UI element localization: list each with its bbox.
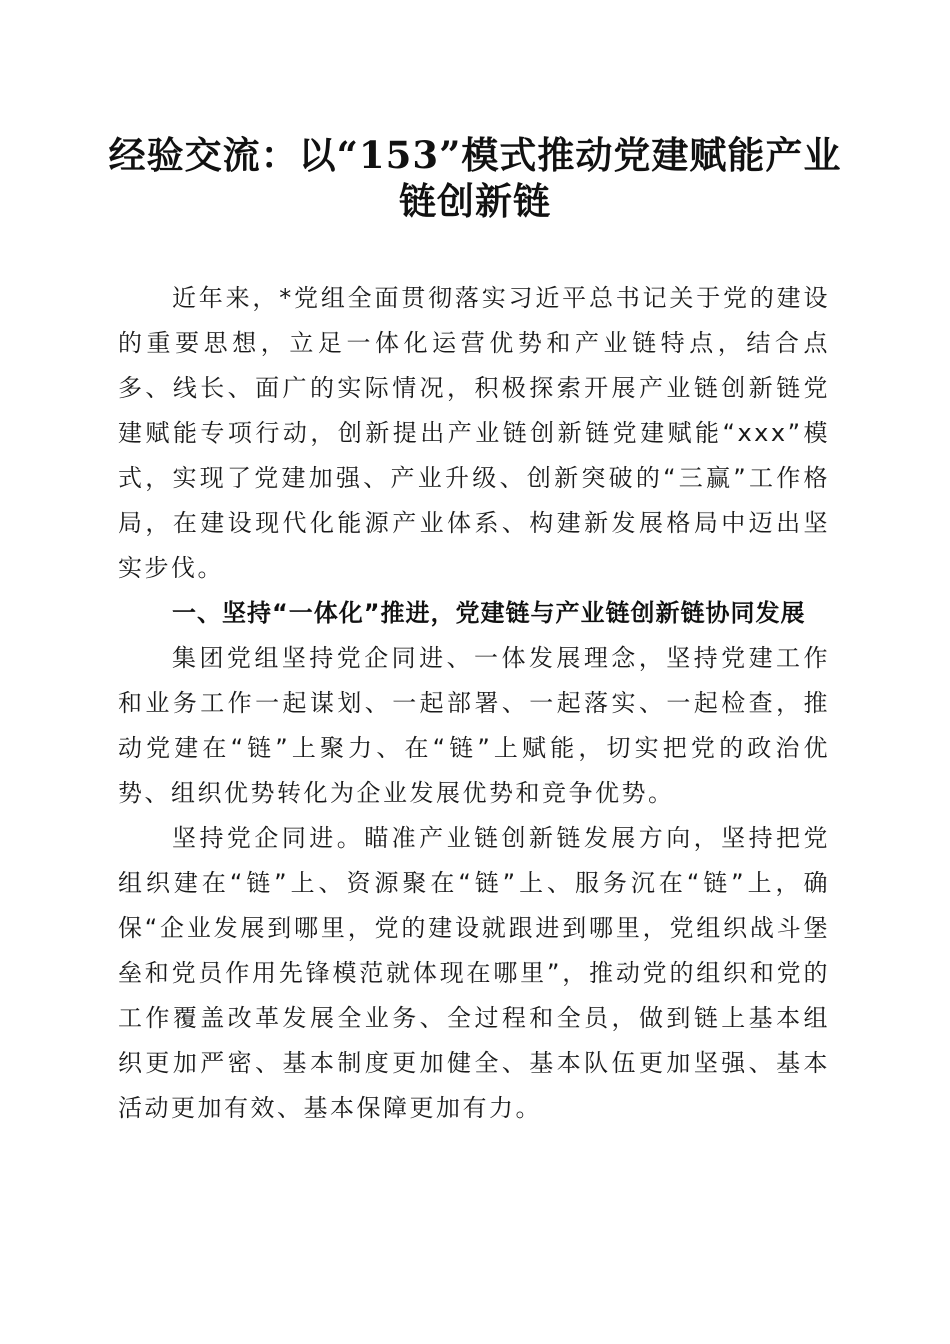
title-line-2: 链创新链: [399, 179, 551, 223]
intro-paragraph: 近年来，*党组全面贯彻落实习近平总书记关于党的建设的重要思想，立足一体化运营优势和产业链特点，结合点多、线长、面广的实际情况，积极探索开展产业链创新链党建赋能专项行动，创新提出产业链创新链党建赋能“xxx”模式，实现了党建加强、产业升级、创新突破的“三赢”工作格局，在建设现代化能源产业体系、构建新发展格局中迈出坚实步伐。: [118, 284, 830, 582]
document-title: [100, 132, 850, 224]
section-heading-1: 一、坚持“一体化”推进，党建链与产业链创新链协同发展: [172, 599, 806, 627]
document-body: [118, 276, 830, 1131]
body-paragraph: 坚持党企同进。瞄准产业链创新链发展方向，坚持把党组织建在“链”上、资源聚在“链”上、服务沉在“链”上，确保“企业发展到哪里，党的建设就跟进到哪里，党组织战斗堡垒和党员作用先锋模范就体现在哪里”，推动党的组织和党的工作覆盖改革发展全业务、全过程和全员，做到链上基本组织更加严密、基本制度更加健全、基本队伍更加坚强、基本活动更加有效、基本保障更加有力。: [118, 824, 830, 1122]
title-line-1: 经验交流：以“153”模式推动党建赋能产业: [108, 133, 842, 177]
body-paragraph: 集团党组坚持党企同进、一体发展理念，坚持党建工作和业务工作一起谋划、一起部署、一起落实、一起检查，推动党建在“链”上聚力、在“链”上赋能，切实把党的政治优势、组织优势转化为企业发展优势和竞争优势。: [118, 644, 830, 807]
